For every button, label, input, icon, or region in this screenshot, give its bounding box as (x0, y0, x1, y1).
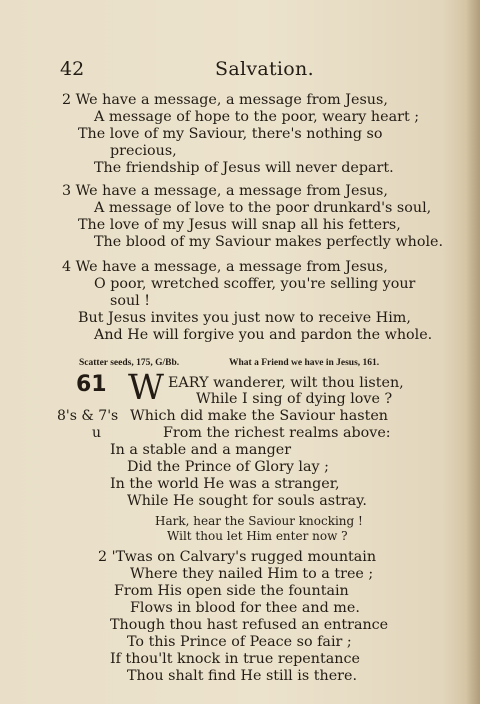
verse-2-line-4: precious, (110, 143, 177, 159)
drop-cap-letter: W (128, 368, 164, 408)
hymn-61-verse-2-line-7: If thou'lt knock in true repentance (110, 651, 360, 667)
tune-reference-right: What a Friend we have in Jesus, 161. (229, 358, 380, 368)
hymn-61-verse-2-line-8: Thou shalt find He still is there. (127, 668, 357, 684)
hymn-61-line-7: In the world He was a stranger, (110, 476, 340, 492)
running-title: Salvation. (215, 58, 314, 80)
refrain-line-1: Hark, hear the Saviour knocking ! (155, 514, 363, 528)
page-number: 42 (60, 58, 85, 80)
margin-mark: u (92, 425, 102, 441)
verse-2-line-1: 2 We have a message, a message from Jesus, (62, 92, 388, 108)
hymn-61-line-1: EARY wanderer, wilt thou listen, (168, 375, 404, 391)
verse-3-line-2: A message of love to the poor drunkard's soul, (94, 200, 432, 216)
hymn-61-verse-2-line-2: Where they nailed Him to a tree ; (130, 566, 374, 582)
verse-2-line-2: A message of hope to the poor, weary heart ; (94, 109, 420, 125)
hymn-61-line-4: From the richest realms above: (163, 425, 391, 441)
verse-4-line-5: And He will forgive you and pardon the whole. (94, 327, 433, 343)
tune-reference-left: Scatter seeds, 175, G/Bb. (79, 358, 180, 368)
verse-3-line-4: The blood of my Saviour makes perfectly whole. (94, 234, 444, 250)
hymn-61-verse-2-line-1: 2 'Twas on Calvary's rugged mountain (98, 549, 377, 565)
hymn-61-line-3: Which did make the Saviour hasten (130, 408, 389, 424)
refrain-line-2: Wilt thou let Him enter now ? (167, 529, 348, 543)
page-edge-shadow (466, 0, 480, 704)
hymn-61-line-5: In a stable and a manger (110, 442, 292, 458)
verse-2-line-5: The friendship of Jesus will never depart. (94, 160, 394, 176)
verse-4-line-3: soul ! (110, 293, 151, 309)
verse-2-line-3: The love of my Saviour, there's nothing so (78, 126, 383, 142)
page-header (60, 58, 460, 84)
hymn-number: 61 (76, 372, 107, 397)
hymn-61-verse-2-line-4: Flows in blood for thee and me. (130, 600, 360, 616)
hymn-61-line-6: Did the Prince of Glory lay ; (127, 459, 329, 475)
hymn-61-line-8: While He sought for souls astray. (127, 493, 367, 509)
verse-4-line-2: O poor, wretched scoffer, you're selling your (94, 276, 416, 292)
verse-3-line-1: 3 We have a message, a message from Jesus, (62, 183, 388, 199)
verse-4-line-1: 4 We have a message, a message from Jesus, (62, 259, 388, 275)
hymn-61-line-2: While I sing of dying love ? (196, 391, 393, 407)
hymn-61-verse-2-line-5: Though thou hast refused an entrance (110, 617, 389, 633)
meter-label: 8's & 7's (57, 408, 119, 424)
hymn-61-verse-2-line-6: To this Prince of Peace so fair ; (127, 634, 352, 650)
hymn-61-verse-2-line-3: From His open side the fountain (114, 583, 349, 599)
verse-3-line-3: The love of my Jesus will snap all his fetters, (78, 217, 401, 233)
verse-4-line-4: But Jesus invites you just now to receive Him, (78, 310, 411, 326)
